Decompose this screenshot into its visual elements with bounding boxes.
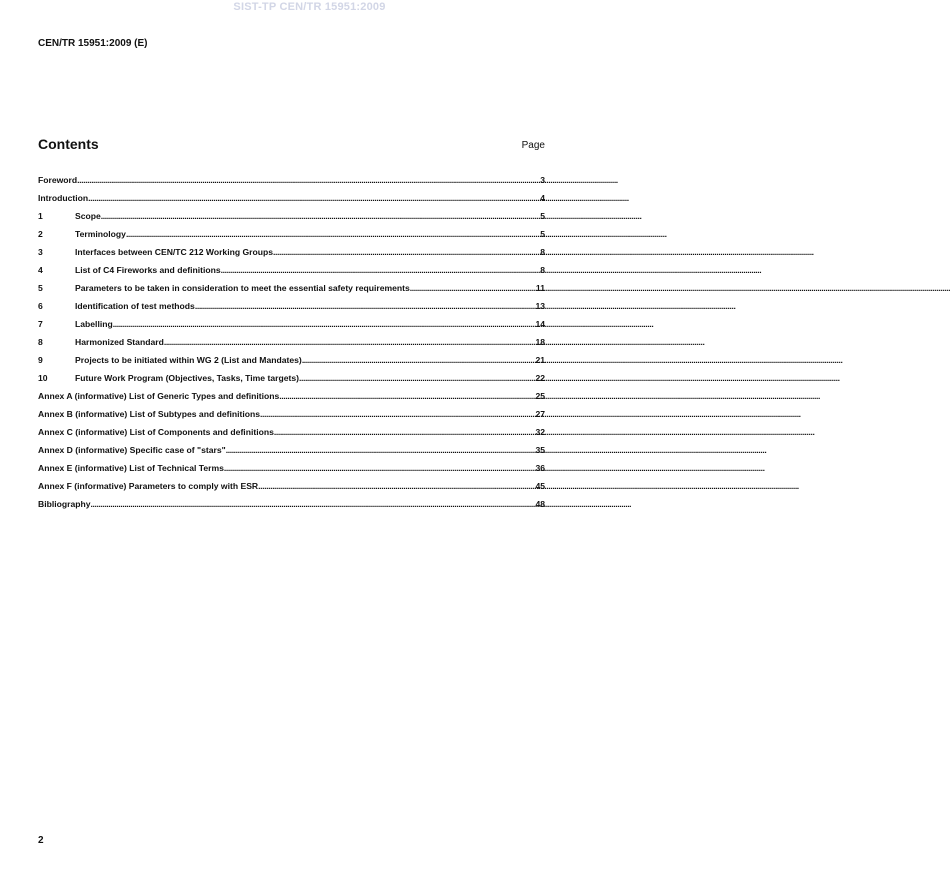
toc-entry-title: Scope	[75, 211, 101, 221]
watermark: SIST-TP CEN/TR 15951:2009	[233, 1, 386, 13]
toc-entry-number: 1	[38, 211, 43, 221]
contents-heading: Contents	[38, 136, 99, 152]
toc-entry[interactable]	[38, 319, 545, 337]
toc-entry[interactable]	[38, 391, 545, 409]
toc-entry-title: Interfaces between CEN/TC 212 Working Groups	[75, 247, 274, 257]
toc-entry-number: 10	[38, 373, 48, 383]
toc-entry-page: 11	[535, 283, 545, 293]
toc-entry[interactable]	[38, 445, 545, 463]
toc-entry-number: 5	[38, 283, 43, 293]
toc-dot-leader	[260, 409, 534, 419]
toc-entry[interactable]	[38, 211, 545, 229]
toc-entry[interactable]	[38, 283, 545, 301]
toc-entry-number: 8	[38, 337, 43, 347]
toc-dot-leader	[279, 391, 534, 401]
toc-dot-leader	[113, 319, 535, 329]
toc-dot-leader	[273, 247, 539, 257]
toc-entry[interactable]	[38, 193, 545, 211]
toc-entry-title: Future Work Program (Objectives, Tasks, Time targets)	[75, 373, 299, 383]
toc-dot-leader	[221, 265, 540, 275]
toc-entry-title: Annex F (informative) Parameters to comply with ESR	[38, 481, 259, 491]
toc-entry-page: 45	[535, 481, 545, 491]
toc-entry-page: 27	[535, 409, 545, 419]
toc-entry-page: 8	[540, 247, 545, 257]
toc-entry-page: 5	[540, 211, 545, 221]
toc-entry-title: Annex D (informative) Specific case of "stars"	[38, 445, 226, 455]
toc-entry[interactable]	[38, 247, 545, 265]
toc-entry-page: 5	[540, 229, 545, 239]
toc-entry-page: 22	[535, 373, 545, 383]
toc-entry-page: 36	[535, 463, 545, 473]
toc-entry[interactable]	[38, 175, 545, 193]
toc-dot-leader	[274, 427, 535, 437]
toc-entry-number: 2	[38, 229, 43, 239]
table-of-contents	[38, 175, 545, 517]
toc-entry-number: 9	[38, 355, 43, 365]
page-number: 2	[38, 835, 44, 846]
toc-entry[interactable]	[38, 337, 545, 355]
toc-entry-page: 8	[540, 265, 545, 275]
toc-entry-page: 48	[535, 499, 545, 509]
toc-entry-title: Annex E (informative) List of Technical Terms	[38, 463, 224, 473]
toc-entry-title: Annex B (informative) List of Subtypes and definitions	[38, 409, 261, 419]
toc-entry-page: 32	[535, 427, 545, 437]
toc-entry-title: Annex A (informative) List of Generic Types and definitions	[38, 391, 280, 401]
toc-entry-title: Introduction	[38, 193, 89, 203]
toc-dot-leader	[77, 175, 539, 185]
page-column-label: Page	[521, 140, 545, 151]
toc-entry[interactable]	[38, 409, 545, 427]
toc-dot-leader	[126, 229, 539, 239]
toc-entry[interactable]	[38, 355, 545, 373]
toc-entry-title: Harmonized Standard	[75, 337, 164, 347]
toc-entry-page: 14	[535, 319, 545, 329]
toc-entry[interactable]	[38, 481, 545, 499]
toc-entry-page: 21	[535, 355, 545, 365]
toc-entry[interactable]	[38, 373, 545, 391]
toc-entry[interactable]	[38, 427, 545, 445]
toc-dot-leader	[101, 211, 539, 221]
toc-entry-title: Labelling	[75, 319, 113, 329]
toc-entry-title: Projects to be initiated within WG 2 (List and Mandates)	[75, 355, 302, 365]
document-identifier: CEN/TR 15951:2009 (E)	[38, 38, 148, 49]
toc-entry-number: 3	[38, 247, 43, 257]
toc-entry-page: 13	[535, 301, 545, 311]
toc-entry-title: Parameters to be taken in consideration to meet the essential safety requirements	[75, 283, 410, 293]
toc-entry[interactable]	[38, 301, 545, 319]
toc-dot-leader	[299, 373, 534, 383]
toc-dot-leader	[410, 283, 535, 293]
toc-entry-title: Terminology	[75, 229, 126, 239]
toc-entry-number: 4	[38, 265, 43, 275]
toc-entry-number: 7	[38, 319, 43, 329]
toc-entry-page: 18	[535, 337, 545, 347]
toc-entry-title: Identification of test methods	[75, 301, 195, 311]
toc-dot-leader	[195, 301, 535, 311]
toc-entry-page: 25	[535, 391, 545, 401]
toc-entry-number: 6	[38, 301, 43, 311]
toc-entry[interactable]	[38, 463, 545, 481]
toc-entry-page: 4	[540, 193, 545, 203]
toc-dot-leader	[302, 355, 535, 365]
toc-entry-title: Foreword	[38, 175, 78, 185]
toc-entry[interactable]	[38, 499, 545, 517]
toc-entry[interactable]	[38, 229, 545, 247]
toc-dot-leader	[88, 193, 539, 203]
toc-dot-leader	[91, 499, 535, 509]
toc-dot-leader	[226, 445, 535, 455]
toc-entry[interactable]	[38, 265, 545, 283]
toc-dot-leader	[224, 463, 535, 473]
toc-entry-title: Bibliography	[38, 499, 91, 509]
toc-entry-page: 3	[540, 175, 545, 185]
toc-entry-page: 35	[535, 445, 545, 455]
toc-entry-title: Annex C (informative) List of Components and definitions	[38, 427, 274, 437]
toc-dot-leader	[258, 481, 534, 491]
toc-entry-title: List of C4 Fireworks and definitions	[75, 265, 221, 275]
toc-dot-leader	[164, 337, 535, 347]
